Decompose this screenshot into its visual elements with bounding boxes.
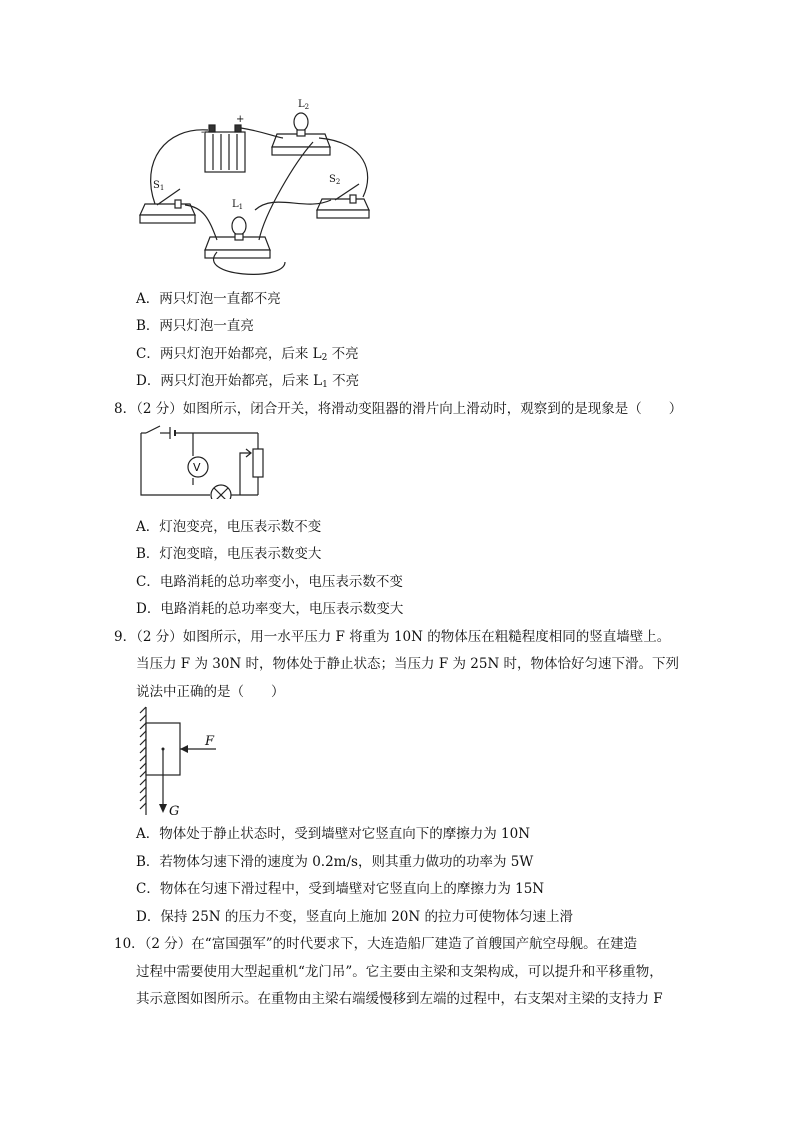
q8-option-b: B．灯泡变暗，电压表示数变大 xyxy=(136,546,322,562)
q9-option-d: D．保持 25N 的压力不变，竖直向上施加 20N 的拉力可使物体匀速上滑 xyxy=(136,909,573,925)
q9-option-c: C．物体在匀速下滑过程中，受到墙壁对它竖直向上的摩擦力为 15N xyxy=(136,881,545,897)
q9-stem-line-2: 当压力 F 为 30N 时，物体处于静止状态；当压力 F 为 25N 时，物体恰好匀速下滑。下列 xyxy=(136,656,680,672)
q7-option-c: C．两只灯泡开始都亮，后来 $L_2$ 不亮 xyxy=(136,346,359,363)
q9-force-diagram xyxy=(138,705,248,817)
l1-label: $L_1$ xyxy=(232,199,244,211)
q9-option-b: B．若物体匀速下滑的速度为 0.2m/s，则其重力做功的功率为 5W xyxy=(136,854,534,870)
q7-option-d: D．两只灯泡开始都亮，后来 $L_1$ 不亮 xyxy=(136,373,360,390)
l2-label: $L_2$ xyxy=(298,99,310,111)
q8-option-d: D．电路消耗的总功率变大，电压表示数变大 xyxy=(136,601,404,617)
gravity-g-label: G xyxy=(169,804,180,817)
q10-stem-line-3: 其示意图如图所示。在重物由主梁右端缓慢移到左端的过程中，右支架对主梁的支持力 F xyxy=(136,991,663,1007)
q9-stem-line-1: 9．（2 分）如图所示，用一水平压力 F 将重为 10N 的物体压在粗糙程度相同的竖直墙壁上。 xyxy=(114,629,671,645)
q8-circuit-figure xyxy=(138,423,268,499)
q7-option-a: A．两只灯泡一直都不亮 xyxy=(136,291,281,307)
q9-option-a: A．物体处于静止状态时，受到墙壁对它竖直向下的摩擦力为 10N xyxy=(136,826,531,842)
s2-label: $S_2$ xyxy=(329,174,341,186)
q7-circuit-figure xyxy=(135,92,385,277)
s1-label: $S_1$ xyxy=(153,180,165,192)
q8-option-c: C．电路消耗的总功率变小，电压表示数不变 xyxy=(136,574,403,590)
q8-stem: 8．（2 分）如图所示，闭合开关，将滑动变阻器的滑片向上滑动时，观察到的是现象是（ ） xyxy=(114,401,683,417)
q8-option-a: A．灯泡变亮，电压表示数不变 xyxy=(136,519,322,535)
q10-stem-line-1: 10．（2 分）在“富国强军”的时代要求下，大连造船厂建造了首艘国产航空母舰。在建造 xyxy=(114,936,638,952)
q10-stem-line-2: 过程中需要使用大型起重机“龙门吊”。它主要由主梁和支架构成，可以提升和平移重物， xyxy=(136,964,663,980)
q9-stem-line-3: 说法中正确的是（ ） xyxy=(136,684,285,700)
q7-circuit-diagram xyxy=(135,92,385,277)
q7-option-b: B．两只灯泡一直亮 xyxy=(136,318,254,334)
force-f-label: F xyxy=(205,734,215,749)
battery-plus: + xyxy=(236,114,245,125)
q8-circuit-diagram xyxy=(138,423,268,499)
battery-minus: - xyxy=(201,127,205,138)
voltmeter-label: V xyxy=(193,461,201,474)
q9-wall-figure xyxy=(138,705,248,817)
